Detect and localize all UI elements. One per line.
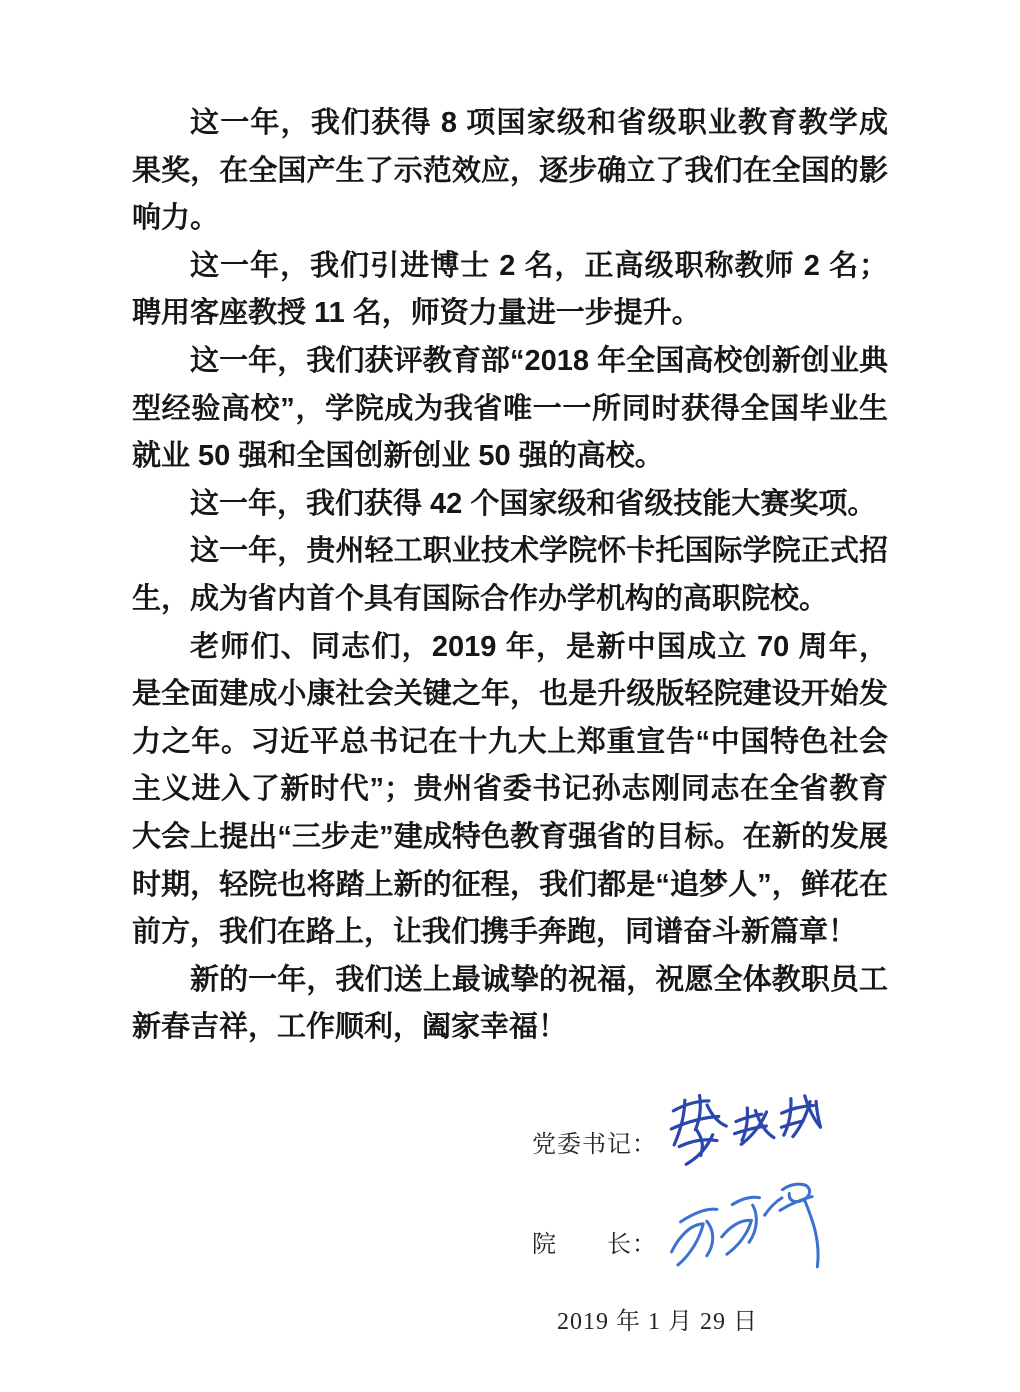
party-secretary-handwritten-signature — [669, 1087, 823, 1173]
paragraph-6: 老师们、同志们，2019 年，是新中国成立 70 周年，是全面建成小康社会关键之年，也是升级版轻院建设开始发力之年。习近平总书记在十九大上郑重宣告“中国特色社会主义进入了新时代”；贵州省委书记孙志刚同志在全省教育大会上提出“三步走”建成特色教育强省的目标。在新的发展时期，轻院也将踏上新的征程，我们都是“追梦人”，鲜花在前方，我们在路上，让我们携手奔跑，同谱奋斗新篇章！ — [132, 630, 888, 949]
paragraph-7: 新的一年，我们送上最诚挚的祝福，祝愿全体教职员工新春吉祥，工作顺利，阖家幸福！ — [132, 963, 888, 1044]
signature-row-president — [532, 1192, 888, 1292]
paragraph-3: 这一年，我们获评教育部“2018 年全国高校创新创业典型经验高校”，学院成为我省唯一一所同时获得全国毕业生就业 50 强和全国创新创业 50 强的高校。 — [132, 344, 888, 473]
date-line: 2019 年 1 月 29 日 — [557, 1308, 758, 1335]
president-label: 院 长： — [532, 1232, 657, 1259]
signature-block — [532, 1092, 888, 1292]
paragraph-4: 这一年，我们获得 42 个国家级和省级技能大赛奖项。 — [190, 487, 877, 520]
signature-row-party-secretary — [532, 1092, 888, 1192]
paragraph-2: 这一年，我们引进博士 2 名，正高级职称教师 2 名；聘用客座教授 11 名，师资力量进一步提升。 — [132, 249, 888, 330]
paragraph-5: 这一年，贵州轻工职业技术学院怀卡托国际学院正式招生，成为省内首个具有国际合作办学机构的高职院校。 — [132, 535, 888, 615]
president-handwritten-signature — [659, 1173, 847, 1294]
document-body — [132, 100, 888, 1052]
paragraph-1: 这一年，我们获得 8 项国家级和省级职业教育教学成果奖，在全国产生了示范效应，逐步确立了我们在全国的影响力。 — [132, 107, 888, 235]
party-secretary-label: 党委书记： — [532, 1132, 657, 1159]
